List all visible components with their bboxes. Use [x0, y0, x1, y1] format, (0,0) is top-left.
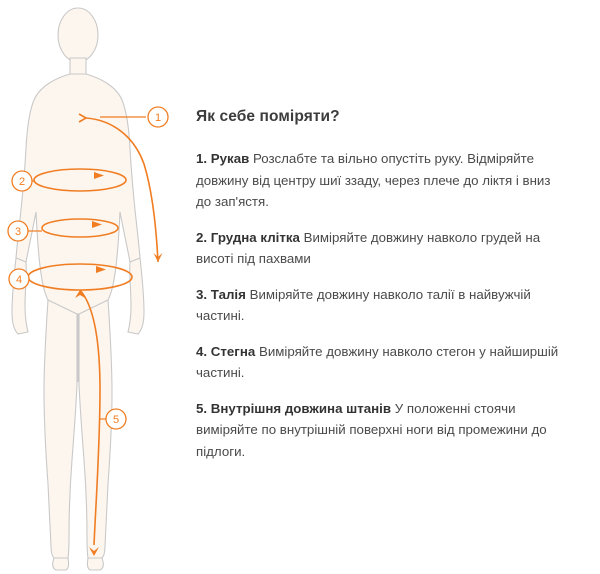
- callout-5-label: 5: [112, 414, 120, 426]
- figure-panel: [0, 0, 185, 574]
- callout-2: [12, 171, 32, 191]
- instructions-panel: [196, 0, 586, 574]
- instruction-lead: 4. Стегна: [196, 343, 259, 359]
- instruction-body: Виміряйте довжину навколо стегон у найширшій частині.: [196, 343, 559, 381]
- body-silhouette: [12, 8, 144, 570]
- list-item: [196, 227, 568, 270]
- instruction-body: Виміряйте довжину навколо талії в найвужчій частині.: [196, 286, 531, 324]
- instruction-body: Розслабте та вільно опустіть руку. Відміряйте довжину від центру шиї ззаду, через плече до лiктя і вниз до зап'ястя.: [196, 151, 551, 210]
- list-item: [196, 398, 568, 463]
- instruction-lead: 5. Внутрішня довжина штанів: [196, 400, 395, 416]
- callout-3-label: 3: [14, 226, 22, 238]
- instruction-lead: 1. Рукав: [196, 151, 253, 166]
- list-item: [196, 284, 568, 327]
- instruction-lead: 3. Талія: [196, 286, 250, 302]
- instruction-body: У положенні стоячи виміряйте по внутрішній поверхні ноги від промежини до підлоги.: [196, 400, 547, 459]
- instruction-body: Виміряйте довжину навколо грудей на висоті під пахвами: [196, 229, 541, 267]
- callout-2-label: 2: [18, 176, 26, 188]
- page-title: Як себе поміряти?: [196, 108, 340, 125]
- female-body-measurement-figure: [0, 0, 185, 574]
- list-item: [196, 341, 568, 384]
- callout-1: [148, 107, 168, 127]
- instruction-lead: 2. Грудна клітка: [196, 229, 304, 245]
- instruction-list: [196, 148, 568, 476]
- callout-1-label: 1: [154, 112, 162, 124]
- callout-3: [8, 221, 28, 241]
- callout-4-label: 4: [15, 274, 23, 286]
- callout-4: [9, 269, 29, 289]
- list-item: [196, 148, 568, 213]
- callout-5: [106, 409, 126, 429]
